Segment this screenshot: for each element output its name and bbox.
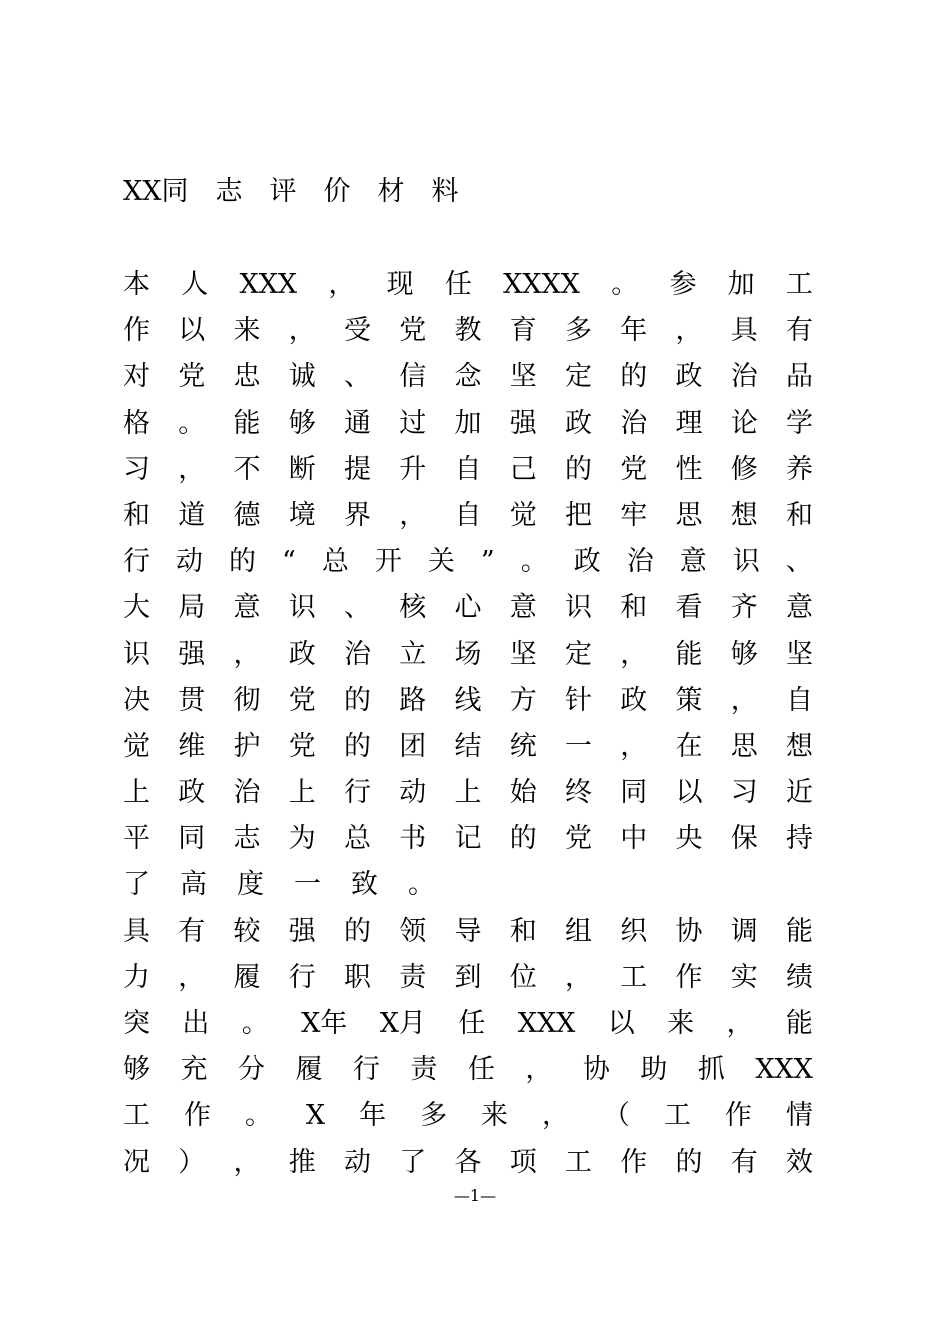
text-token: 度 bbox=[237, 869, 264, 901]
text-token: 行 bbox=[123, 546, 150, 578]
text-token: 协 bbox=[675, 915, 703, 947]
text-token: 一 bbox=[294, 869, 321, 901]
text-token: 路 bbox=[399, 684, 427, 716]
text-token: 来 bbox=[233, 315, 261, 347]
text-token: 思 bbox=[675, 499, 703, 531]
text-line bbox=[123, 539, 813, 585]
text-line bbox=[123, 770, 813, 816]
text-token: 履 bbox=[233, 961, 261, 993]
text-token: 的 bbox=[344, 684, 371, 716]
text-line bbox=[123, 1001, 813, 1047]
text-token: 保 bbox=[730, 823, 758, 855]
text-token: 书 bbox=[399, 823, 427, 855]
text-token: 调 bbox=[730, 915, 758, 947]
text-token: 定 bbox=[565, 638, 592, 670]
text-line bbox=[123, 955, 813, 1001]
text-token: 方 bbox=[509, 684, 537, 716]
text-token: 导 bbox=[454, 915, 482, 947]
text-token: 作 bbox=[675, 961, 703, 993]
text-token: 受 bbox=[344, 315, 371, 347]
text-token: ， bbox=[726, 1008, 754, 1039]
text-token: 坚 bbox=[786, 638, 813, 670]
text-token: 彻 bbox=[233, 684, 261, 716]
text-token: 了 bbox=[399, 1146, 427, 1178]
text-token: （ bbox=[602, 1100, 630, 1132]
text-token: 理 bbox=[675, 407, 703, 439]
text-token: 诚 bbox=[288, 361, 316, 393]
text-token: 党 bbox=[288, 730, 316, 762]
text-token: 对 bbox=[123, 361, 150, 393]
text-token: 。 bbox=[520, 546, 548, 578]
text-token: 为 bbox=[288, 823, 316, 855]
text-token: 项 bbox=[509, 1146, 537, 1178]
text-token: 总 bbox=[344, 823, 371, 855]
text-token: 局 bbox=[178, 592, 206, 624]
text-token: 较 bbox=[233, 915, 261, 947]
text-token: 中 bbox=[620, 823, 648, 855]
text-token: ， bbox=[399, 499, 427, 531]
text-token: 觉 bbox=[123, 730, 150, 762]
text-token: ） bbox=[178, 1146, 206, 1178]
text-token: ， bbox=[233, 638, 261, 670]
text-token: 任 bbox=[458, 1008, 486, 1039]
text-token: 工 bbox=[123, 1100, 150, 1132]
text-token: 思 bbox=[730, 730, 758, 762]
text-token: 牢 bbox=[620, 499, 648, 531]
text-token: 到 bbox=[454, 961, 482, 993]
text-token: 各 bbox=[454, 1146, 482, 1178]
text-token: 平 bbox=[123, 823, 150, 855]
text-token: 意 bbox=[679, 546, 707, 578]
text-token: 自 bbox=[786, 684, 813, 716]
text-token: 实 bbox=[730, 961, 758, 993]
text-token: 工 bbox=[663, 1100, 691, 1132]
text-token: 线 bbox=[454, 684, 482, 716]
text-line bbox=[123, 1140, 813, 1186]
text-token: 修 bbox=[730, 453, 758, 485]
text-token: 有 bbox=[786, 315, 813, 347]
text-line bbox=[123, 724, 813, 770]
text-token: 助 bbox=[640, 1054, 668, 1086]
text-token: 场 bbox=[454, 638, 482, 670]
text-token: 情 bbox=[785, 1100, 813, 1132]
text-token: 责 bbox=[410, 1054, 438, 1086]
text-token: 意 bbox=[786, 592, 813, 624]
text-token: 能 bbox=[785, 1008, 813, 1039]
text-token: 的 bbox=[509, 823, 537, 855]
text-token: 升 bbox=[399, 453, 427, 485]
text-token: 维 bbox=[178, 730, 206, 762]
text-token: 看 bbox=[675, 592, 703, 624]
text-token: 政 bbox=[288, 638, 316, 670]
text-token: 以 bbox=[178, 315, 206, 347]
text-token: 作 bbox=[183, 1100, 211, 1132]
text-token: 境 bbox=[288, 499, 316, 531]
text-token: XXX bbox=[755, 1054, 813, 1086]
text-token: 况 bbox=[123, 1146, 150, 1178]
text-token: 责 bbox=[399, 961, 427, 993]
text-token: 领 bbox=[399, 915, 427, 947]
text-token: 作 bbox=[620, 1146, 648, 1178]
text-token: 上 bbox=[123, 777, 150, 809]
text-token: 职 bbox=[344, 961, 371, 993]
text-token: 加 bbox=[727, 269, 755, 300]
text-token: 自 bbox=[454, 453, 482, 485]
text-token: ， bbox=[620, 638, 648, 670]
text-token: 护 bbox=[233, 730, 261, 762]
text-token: 贯 bbox=[178, 684, 206, 716]
text-token: 觉 bbox=[509, 499, 537, 531]
text-token: 行 bbox=[352, 1054, 380, 1086]
text-token: 来 bbox=[481, 1100, 509, 1132]
text-token: 分 bbox=[237, 1054, 265, 1086]
text-token: 忠 bbox=[233, 361, 261, 393]
text-token: 工 bbox=[620, 961, 648, 993]
text-token: 教 bbox=[454, 315, 482, 347]
text-token: ， bbox=[328, 269, 356, 300]
text-token: 多 bbox=[565, 315, 592, 347]
text-token: 同 bbox=[178, 823, 206, 855]
text-token: 的 bbox=[565, 453, 592, 485]
text-token: 作 bbox=[724, 1100, 752, 1132]
text-token: 定 bbox=[565, 361, 592, 393]
text-line bbox=[123, 493, 813, 539]
text-token: 参 bbox=[669, 269, 697, 300]
text-token: 统 bbox=[509, 730, 537, 762]
text-token: 政 bbox=[620, 684, 648, 716]
text-token: 记 bbox=[454, 823, 482, 855]
text-token: 能 bbox=[675, 638, 703, 670]
text-token: 品 bbox=[786, 361, 813, 393]
text-token: 德 bbox=[233, 499, 261, 531]
text-token: 具 bbox=[730, 315, 758, 347]
text-token: 。 bbox=[408, 869, 435, 901]
text-token: 大 bbox=[123, 592, 150, 624]
text-token: 工 bbox=[565, 1146, 592, 1178]
text-token: 突 bbox=[123, 1008, 150, 1039]
text-token: 治 bbox=[620, 407, 648, 439]
text-token: 党 bbox=[399, 315, 427, 347]
text-token: “ bbox=[282, 546, 296, 578]
text-token: 的 bbox=[620, 361, 648, 393]
text-token: 想 bbox=[786, 730, 813, 762]
text-token: 履 bbox=[295, 1054, 323, 1086]
text-token: 现 bbox=[386, 269, 414, 300]
text-token: 党 bbox=[288, 684, 316, 716]
text-token: ， bbox=[525, 1054, 553, 1086]
text-token: 通 bbox=[344, 407, 371, 439]
text-token: 有 bbox=[178, 915, 206, 947]
text-token: 团 bbox=[399, 730, 427, 762]
text-token: 、 bbox=[344, 361, 371, 393]
text-token: 够 bbox=[730, 638, 758, 670]
text-token: X年 bbox=[301, 1008, 348, 1039]
text-token: 意 bbox=[509, 592, 537, 624]
text-line bbox=[123, 632, 813, 678]
text-token: 任 bbox=[467, 1054, 495, 1086]
text-token: 一 bbox=[565, 730, 592, 762]
text-token: XXX bbox=[517, 1008, 576, 1039]
text-token: 织 bbox=[620, 915, 648, 947]
text-token: ， bbox=[542, 1100, 570, 1132]
text-token: 念 bbox=[454, 361, 482, 393]
text-token: 出 bbox=[182, 1008, 210, 1039]
text-token: 近 bbox=[786, 777, 813, 809]
text-token: 抓 bbox=[697, 1054, 725, 1086]
text-token: 坚 bbox=[509, 361, 537, 393]
text-token: 治 bbox=[626, 546, 654, 578]
text-token: 格 bbox=[123, 407, 150, 439]
text-token: 心 bbox=[454, 592, 482, 624]
text-token: 和 bbox=[123, 499, 150, 531]
text-token: 持 bbox=[786, 823, 813, 855]
text-token: 政 bbox=[565, 407, 592, 439]
text-token: 。 bbox=[244, 1100, 272, 1132]
text-token: XXXX bbox=[503, 269, 580, 300]
text-token: 识 bbox=[123, 638, 150, 670]
text-token: 强 bbox=[288, 915, 316, 947]
text-token: 策 bbox=[675, 684, 703, 716]
text-token: 针 bbox=[565, 684, 592, 716]
text-token: 治 bbox=[344, 638, 371, 670]
text-token: 开 bbox=[374, 546, 402, 578]
text-token: 致 bbox=[351, 869, 378, 901]
text-token: 政 bbox=[178, 777, 206, 809]
text-token: 过 bbox=[399, 407, 427, 439]
text-token: 高 bbox=[180, 869, 207, 901]
text-token: 年 bbox=[620, 315, 648, 347]
text-token: 党 bbox=[178, 361, 206, 393]
text-token: 和 bbox=[786, 499, 813, 531]
text-token: 效 bbox=[786, 1146, 813, 1178]
page-number: —1— bbox=[453, 1186, 497, 1205]
text-token: 。 bbox=[178, 407, 206, 439]
text-token: 有 bbox=[730, 1146, 758, 1178]
text-token: 坚 bbox=[509, 638, 537, 670]
text-token: 本 bbox=[123, 269, 150, 300]
text-token: 学 bbox=[786, 407, 813, 439]
text-line bbox=[123, 816, 813, 862]
text-token: ， bbox=[675, 315, 703, 347]
text-token: 上 bbox=[454, 777, 482, 809]
text-token: 够 bbox=[288, 407, 316, 439]
text-token: 够 bbox=[123, 1054, 150, 1086]
text-token: 齐 bbox=[730, 592, 758, 624]
document-title: XX同 志 评 价 材 料 bbox=[123, 176, 459, 207]
text-token: 强 bbox=[178, 638, 206, 670]
text-token: 习 bbox=[123, 453, 150, 485]
text-line bbox=[123, 1093, 813, 1139]
text-token: 动 bbox=[399, 777, 427, 809]
text-token: 党 bbox=[620, 453, 648, 485]
text-token: 、 bbox=[785, 546, 813, 578]
text-line bbox=[123, 262, 813, 308]
text-token: 政 bbox=[573, 546, 601, 578]
text-token: 位 bbox=[509, 961, 537, 993]
body-paragraph bbox=[123, 262, 813, 1186]
text-token: 推 bbox=[288, 1146, 316, 1178]
text-token: 充 bbox=[180, 1054, 208, 1086]
text-token: 核 bbox=[399, 592, 427, 624]
text-token: 具 bbox=[123, 915, 150, 947]
text-line bbox=[123, 308, 813, 354]
text-token: 不 bbox=[233, 453, 261, 485]
text-token: 强 bbox=[509, 407, 537, 439]
text-token: 加 bbox=[454, 407, 482, 439]
text-token: ， bbox=[288, 315, 316, 347]
text-token: 结 bbox=[454, 730, 482, 762]
text-token: 想 bbox=[730, 499, 758, 531]
text-token: 组 bbox=[565, 915, 592, 947]
text-token: 的 bbox=[344, 730, 371, 762]
text-token: 意 bbox=[233, 592, 261, 624]
text-token: 在 bbox=[675, 730, 703, 762]
text-token: 断 bbox=[288, 453, 316, 485]
text-token: 能 bbox=[233, 407, 261, 439]
text-line bbox=[123, 678, 813, 724]
text-token: 信 bbox=[399, 361, 427, 393]
text-token: 任 bbox=[444, 269, 472, 300]
text-token: 动 bbox=[176, 546, 204, 578]
text-token: 。 bbox=[241, 1008, 269, 1039]
text-token: 了 bbox=[123, 869, 150, 901]
text-line bbox=[123, 354, 813, 400]
text-token: 己 bbox=[509, 453, 537, 485]
text-token: 始 bbox=[509, 777, 537, 809]
text-token: 决 bbox=[123, 684, 150, 716]
text-token: 行 bbox=[288, 961, 316, 993]
text-token: ， bbox=[233, 1146, 261, 1178]
text-line bbox=[123, 862, 813, 908]
text-token: 和 bbox=[620, 592, 648, 624]
text-token: 界 bbox=[344, 499, 371, 531]
text-token: 多 bbox=[420, 1100, 448, 1132]
text-token: ” bbox=[480, 546, 495, 578]
text-token: 人 bbox=[181, 269, 209, 300]
text-line bbox=[123, 447, 813, 493]
text-token: 力 bbox=[123, 961, 150, 993]
text-token: 年 bbox=[359, 1100, 387, 1132]
text-token: ， bbox=[565, 961, 592, 993]
text-token: 和 bbox=[509, 915, 537, 947]
text-token: 终 bbox=[565, 777, 592, 809]
text-token: 把 bbox=[565, 499, 592, 531]
text-token: 的 bbox=[344, 915, 371, 947]
text-token: 性 bbox=[675, 453, 703, 485]
text-token: 来 bbox=[667, 1008, 695, 1039]
text-token: 论 bbox=[730, 407, 758, 439]
text-token: ， bbox=[178, 453, 206, 485]
text-token: 道 bbox=[178, 499, 206, 531]
text-token: 。 bbox=[611, 269, 639, 300]
text-line bbox=[123, 1047, 813, 1093]
text-token: 作 bbox=[123, 315, 150, 347]
text-token: 育 bbox=[509, 315, 537, 347]
text-token: 提 bbox=[344, 453, 371, 485]
text-token: 的 bbox=[675, 1146, 703, 1178]
text-token: 行 bbox=[344, 777, 371, 809]
text-token: 央 bbox=[675, 823, 703, 855]
text-token: 以 bbox=[607, 1008, 635, 1039]
text-token: 能 bbox=[786, 915, 813, 947]
text-token: 治 bbox=[233, 777, 261, 809]
text-token: 党 bbox=[565, 823, 592, 855]
text-token: 习 bbox=[730, 777, 758, 809]
text-token: 总 bbox=[321, 546, 349, 578]
text-token: 关 bbox=[427, 546, 455, 578]
text-line bbox=[123, 585, 813, 631]
text-token: 、 bbox=[344, 592, 371, 624]
text-token: 上 bbox=[288, 777, 316, 809]
text-token: 养 bbox=[786, 453, 813, 485]
text-token: ， bbox=[178, 961, 206, 993]
text-token: ， bbox=[620, 730, 648, 762]
text-token: 的 bbox=[229, 546, 257, 578]
text-token: 自 bbox=[454, 499, 482, 531]
text-token: 识 bbox=[732, 546, 760, 578]
text-token: 以 bbox=[675, 777, 703, 809]
text-token: 同 bbox=[620, 777, 648, 809]
text-token: 工 bbox=[785, 269, 813, 300]
text-token: 协 bbox=[582, 1054, 610, 1086]
text-token: ， bbox=[730, 684, 758, 716]
text-token: 政 bbox=[675, 361, 703, 393]
text-token: XXX bbox=[239, 269, 298, 300]
text-token: X月 bbox=[379, 1008, 426, 1039]
text-token: X bbox=[305, 1100, 326, 1132]
text-token: 动 bbox=[344, 1146, 371, 1178]
text-token: 志 bbox=[233, 823, 261, 855]
text-line bbox=[123, 909, 813, 955]
text-token: 识 bbox=[288, 592, 316, 624]
text-token: 绩 bbox=[786, 961, 813, 993]
text-token: 立 bbox=[399, 638, 427, 670]
text-token: 识 bbox=[565, 592, 592, 624]
text-line bbox=[123, 401, 813, 447]
text-token: 治 bbox=[730, 361, 758, 393]
